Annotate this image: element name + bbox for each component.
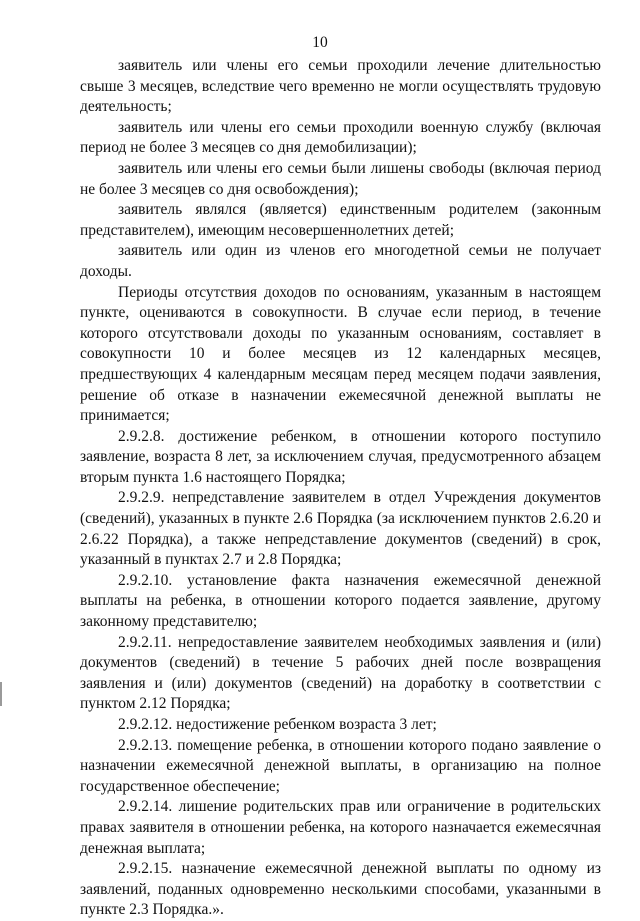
paragraph-3: заявитель или члены его семьи были лишены свободы (включая период не более 3 месяцев со дня освобождения); (80, 159, 601, 198)
document-body (80, 56, 601, 921)
clause-2-9-2-11: 2.9.2.11. непредоставление заявителем необходимых заявления и (или) документов (сведений) в течение 5 рабочих дней после возвращения заявления и (или) документов (сведений) на доработку в соответствии с пунктом 2.12 Порядка; (80, 633, 601, 713)
paragraph-6: Периоды отсутствия доходов по основаниям, указанным в настоящем пункте, оцениваются в совокупности. В случае если период, в течение которого отсутствовали доходы по указанным основаниям, составляет в совокупности 10 и более месяцев из 12 календарных месяцев, предшествующих 4 календарным месяцам перед месяцем подачи заявления, решение об отказе в назначении ежемесячной денежной выплаты не принимается; (80, 283, 601, 425)
paragraph-1: заявитель или члены его семьи проходили лечение длительностью свыше 3 месяцев, вследствие чего временно не могли осуществлять трудовую деятельность; (80, 57, 601, 116)
paragraph-4: заявитель являлся (является) единственным родителем (законным представителем), имеющим несовершеннолетних детей; (80, 201, 601, 239)
clause-2-9-2-15: 2.9.2.15. назначение ежемесячной денежной выплаты по одному из заявлений, поданных одновременно несколькими способами, указанными в пункте 2.3 Порядка.». (80, 860, 601, 919)
paragraph-2: заявитель или члены его семьи проходили военную службу (включая период не более 3 месяцев со дня демобилизации); (80, 118, 601, 157)
clause-2-9-2-14: 2.9.2.14. лишение родительских прав или ограничение в родительских правах заявителя в отношении ребенка, на которого назначается ежемесячная денежная выплата; (80, 798, 601, 857)
clause-2-9-2-12: 2.9.2.12. недостижение ребенком возраста 3 лет; (118, 716, 437, 733)
clause-2-9-2-9: 2.9.2.9. непредставление заявителем в отдел Учреждения документов (сведений), указанных в пункте 2.6 Порядка (за исключением пунктов 2.6.20 и 2.6.22 Порядка), а также непредставление документов (сведений) в срок, указанный в пунктах 2.7 и 2.8 Порядка; (80, 489, 601, 569)
clause-2-9-2-13: 2.9.2.13. помещение ребенка, в отношении которого подано заявление о назначении ежемесячной денежной выплаты, в организацию на полное государственное обеспечение; (80, 736, 601, 795)
margin-mark (0, 682, 2, 706)
paragraph-5: заявитель или один из членов его многодетной семьи не получает доходы. (80, 242, 601, 280)
clause-2-9-2-10: 2.9.2.10. установление факта назначения ежемесячной денежной выплаты на ребенка, в отношении которого подается заявление, другому законному представителю; (80, 571, 601, 631)
page-number: 10 (312, 34, 328, 51)
clause-2-9-2-8: 2.9.2.8. достижение ребенком, в отношении которого поступило заявление, возраста 8 лет, за исключением случая, предусмотренного абзацем вторым пункта 1.6 настоящего Порядка; (80, 427, 601, 486)
